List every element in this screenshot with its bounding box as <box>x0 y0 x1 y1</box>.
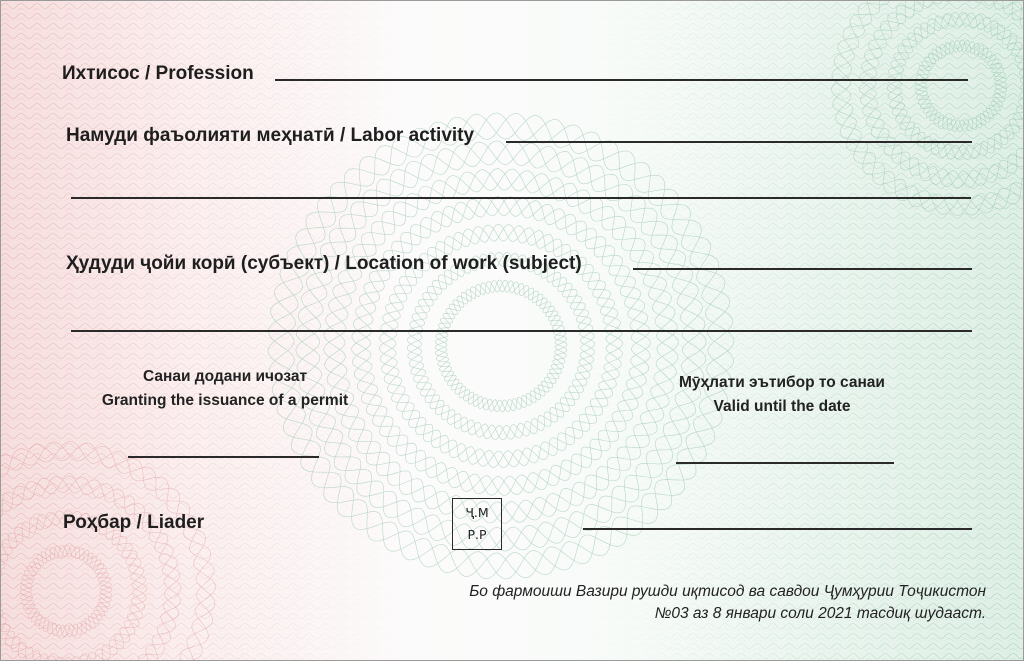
approval-footnote-line-2: №03 аз 8 январи соли 2021 тасдиқ шудааст. <box>654 605 986 622</box>
issuance-label-tj: Санаи додани ичозат <box>142 368 308 385</box>
labor-activity-label: Намуди фаъолияти меҳнатӣ / Labor activity <box>66 125 475 146</box>
valid-until-date-line[interactable] <box>676 462 894 464</box>
profession-field-line[interactable] <box>275 79 968 81</box>
approval-footnote <box>469 581 986 625</box>
leader-label: Роҳбар / Liader <box>63 512 205 533</box>
seal-line-1: Ҷ.М <box>465 505 489 520</box>
seal-placeholder <box>452 498 502 550</box>
location-second-line[interactable] <box>71 330 972 332</box>
approval-footnote-line-1: Бо фармоиши Вазири рушди иқтисод ва савдои Ҷумҳурии Тоҷикистон <box>469 583 986 600</box>
valid-until-label <box>651 371 913 419</box>
issuance-label-en: Granting the issuance of a permit <box>101 392 349 409</box>
profession-label: Ихтисос / Profession <box>62 63 254 84</box>
issuance-date-label <box>89 365 361 413</box>
labor-activity-field-line[interactable] <box>506 141 972 143</box>
leader-signature-line[interactable] <box>583 528 972 530</box>
valid-until-label-tj: Мӯҳлати эътибор то санаи <box>679 374 885 391</box>
valid-until-label-en: Valid until the date <box>713 398 851 415</box>
location-of-work-label: Ҳудуди ҷойи корӣ (субъект) / Location of work (subject) <box>66 253 582 274</box>
seal-line-2: Р.Р <box>467 527 487 542</box>
labor-activity-second-line[interactable] <box>71 197 971 199</box>
issuance-date-line[interactable] <box>128 456 319 458</box>
guilloche-strand <box>435 280 567 412</box>
location-field-line[interactable] <box>633 268 972 270</box>
